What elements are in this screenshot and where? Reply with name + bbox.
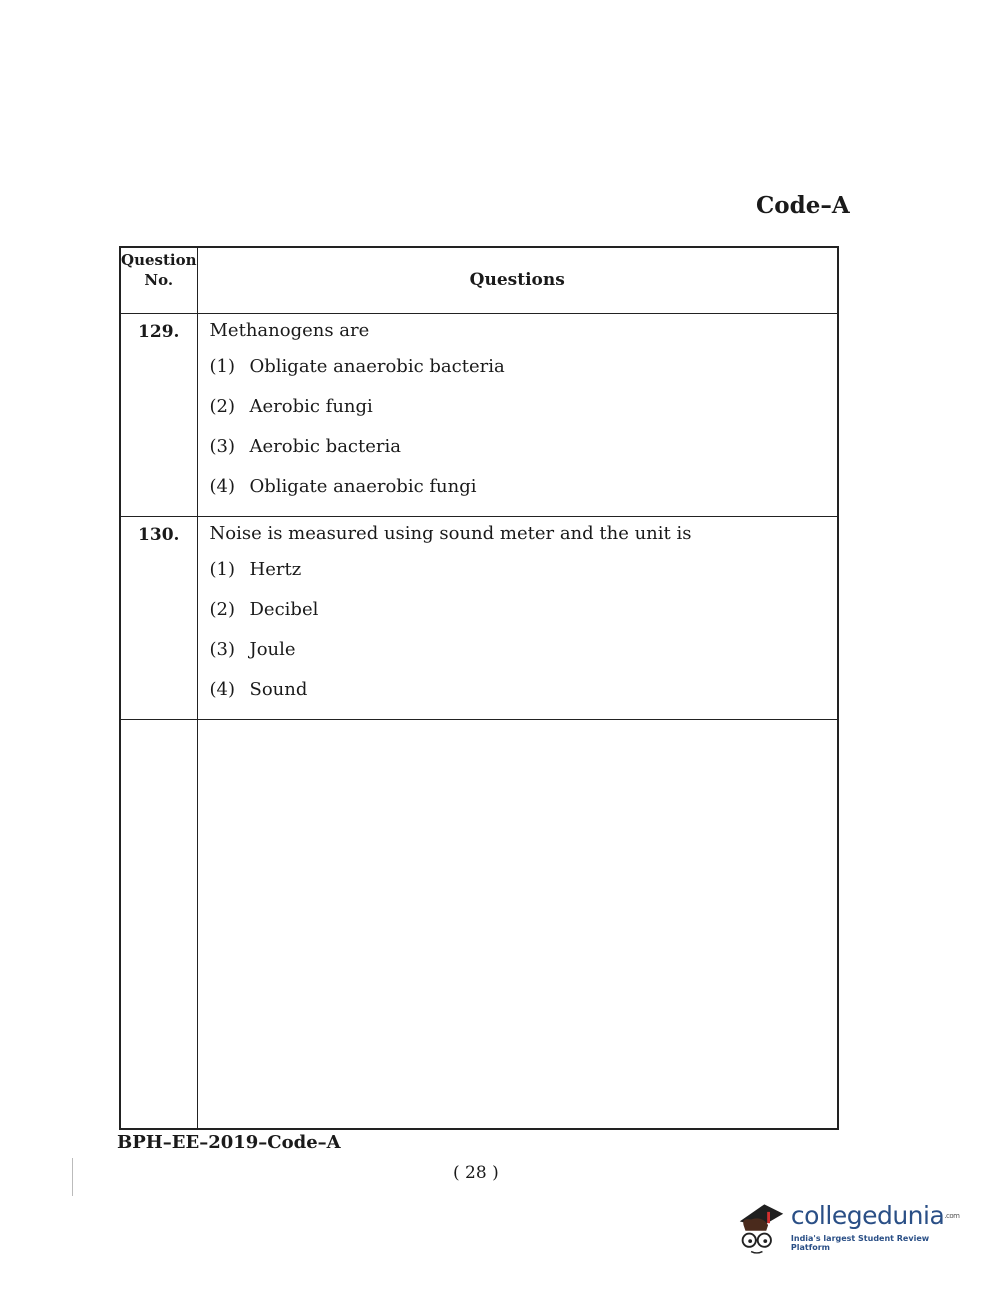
- option: [210, 436, 828, 476]
- option: [210, 396, 828, 436]
- page-number: ( 28 ): [453, 1163, 499, 1183]
- option-number: (1): [209, 558, 235, 580]
- option: [210, 599, 828, 639]
- logo-tagline: India's largest Student Review Platform: [790, 1234, 930, 1252]
- table-header-row: [120, 247, 838, 313]
- mascot-graduate-icon: [736, 1197, 789, 1257]
- empty-cell: [197, 719, 838, 1129]
- option-number: (2): [209, 598, 235, 620]
- option-number: (1): [209, 355, 235, 377]
- question-stem: Methanogens are: [209, 319, 370, 341]
- option-number: (2): [209, 395, 235, 417]
- option-number: (3): [209, 435, 235, 457]
- question-table: [119, 246, 839, 1130]
- question-cell: [197, 313, 838, 516]
- option-number: (4): [209, 678, 235, 700]
- header-question-no: Question No.: [120, 247, 197, 313]
- option-text: Aerobic bacteria: [249, 435, 401, 457]
- option-text: Obligate anaerobic fungi: [249, 475, 477, 497]
- option: [210, 639, 828, 679]
- option-text: Joule: [249, 638, 296, 660]
- empty-table-row: [120, 719, 838, 1129]
- option-text: Aerobic fungi: [249, 395, 373, 417]
- collegedunia-watermark: [736, 1196, 961, 1258]
- option: [210, 559, 828, 599]
- question-number: 129.: [120, 313, 197, 516]
- option-number: (4): [209, 475, 235, 497]
- option-text: Hertz: [249, 558, 302, 580]
- question-cell: [197, 516, 838, 719]
- question-stem: Noise is measured using sound meter and the unit is: [209, 522, 692, 544]
- table-row: [120, 313, 838, 516]
- option: [210, 476, 828, 516]
- option-number: (3): [209, 638, 235, 660]
- scan-margin-line: [72, 1158, 73, 1196]
- footer-code: BPH–EE–2019–Code–A: [117, 1132, 341, 1153]
- logo-name: collegedunia$_{.com}$: [790, 1201, 960, 1230]
- option-text: Decibel: [249, 598, 319, 620]
- question-number: 130.: [120, 516, 197, 719]
- option-text: Sound: [249, 678, 308, 700]
- option: [210, 679, 828, 719]
- header-questions: Questions: [197, 247, 838, 313]
- option-text: Obligate anaerobic bacteria: [249, 355, 505, 377]
- empty-cell: [120, 719, 197, 1129]
- option: [210, 356, 828, 396]
- code-label: Code–A: [756, 192, 850, 219]
- table-row: [120, 516, 838, 719]
